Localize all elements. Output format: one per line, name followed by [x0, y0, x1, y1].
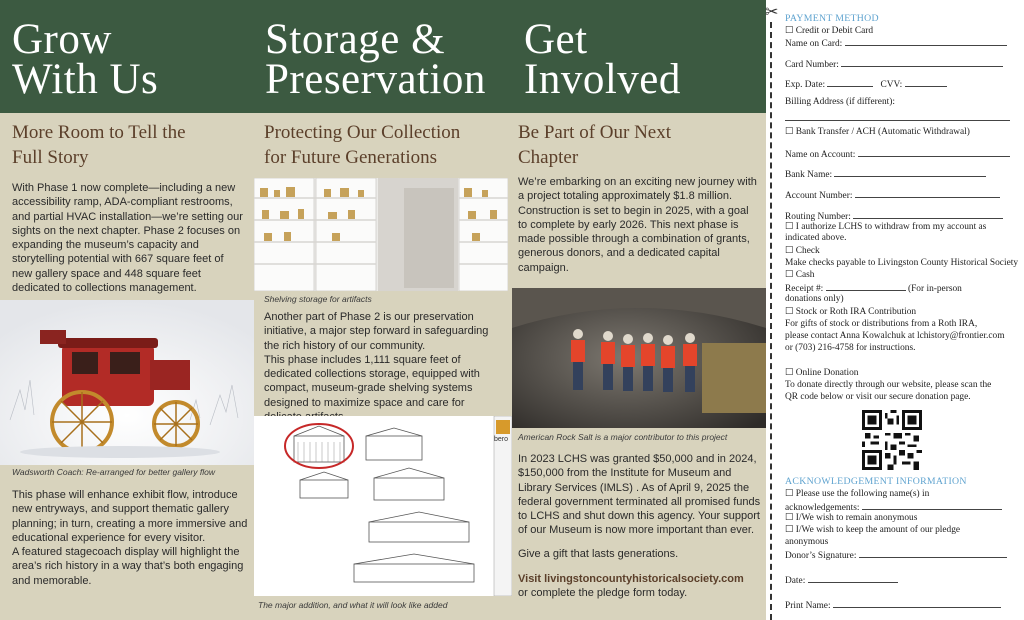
signature-field[interactable]: Donor’s Signature: [785, 549, 1007, 562]
online-desc-2: QR code below or visit our secure donation page. [785, 392, 971, 402]
ack-names-field[interactable]: acknowledgements: [785, 501, 1002, 514]
acknowledgement-title: ACKNOWLEDGEMENT INFORMATION [785, 476, 967, 487]
online-donation-checkbox[interactable]: ☐ Online Donation [785, 368, 859, 378]
routing-number-field[interactable]: Routing Number: [785, 210, 1003, 223]
col1-paragraph-1: With Phase 1 now complete—including a new accessibility ramp, ADA-compliant restrooms, and partial HVAC installation—we’re setting our sights on the next chapter. Phase 2 focuses on expanding the museum’s capacity and storytelling potential with 667 square feet of new gallery space and 448 square feet dedicated to collections management. [12, 182, 243, 295]
authorize-checkbox[interactable]: ☐ I authorize LCHS to withdraw from my account as [785, 222, 987, 232]
salt-mine-image [512, 288, 766, 428]
col3-paragraph-1: We’re embarking on an exciting new journey with a project totaling approximately $1.8 million. Construction is set to begin in 2025, with a goal to complete by early 2026. This next phase is made possible through a combination of grants, generous donors, and a dedicated capital campaign. [518, 176, 757, 274]
anonymous-checkbox[interactable]: ☐ I/We wish to remain anonymous [785, 513, 918, 523]
expiration-field[interactable]: Exp. Date: CVV: [785, 78, 947, 91]
col3-header-line1: Get [524, 16, 588, 63]
stagecoach-image [0, 300, 254, 465]
col2-header [265, 16, 486, 103]
col3-header [524, 16, 681, 103]
col2-caption-1: Shelving storage for artifacts [264, 294, 372, 304]
col1-header [12, 16, 159, 103]
cash-checkbox[interactable]: ☐ Cash [785, 270, 815, 280]
website-link[interactable]: Visit livingstoncountyhistoricalsociety.com [518, 573, 744, 585]
stock-desc-3: or (703) 216-4758 for instructions. [785, 343, 916, 353]
print-name-field[interactable]: Print Name: [785, 599, 1001, 612]
pledge-line: or complete the pledge form today. [518, 587, 688, 599]
ack-names-checkbox[interactable]: ☐ Please use the following name(s) in [785, 489, 930, 499]
date-field[interactable]: Date: [785, 574, 898, 587]
qr-code[interactable] [862, 410, 922, 470]
bank-transfer-checkbox[interactable]: ☐ Bank Transfer / ACH (Automatic Withdrawal) [785, 127, 970, 137]
name-on-account-field[interactable]: Name on Account: [785, 148, 1010, 161]
account-number-field[interactable]: Account Number: [785, 189, 1000, 202]
receipt-field[interactable]: Receipt #: (For in-person [785, 284, 962, 294]
billing-address-label: Billing Address (if different): [785, 97, 895, 107]
col3-header-line2: Involved [524, 56, 681, 103]
stock-desc-1: For gifts of stock or distributions from a Roth IRA, [785, 319, 978, 329]
col2-paragraph: Another part of Phase 2 is our preservation initiative, a major step forward in safeguarding the rich history of our community. This phase includes 1,111 square feet of dedicated collections storage, equipped with compact, museum-grade shelving systems designed to maximize space and care for [264, 311, 489, 409]
col1-header-line1: Grow [12, 16, 112, 63]
col1-paragraph-2: This phase will enhance exhibit flow, introduce new entryways, and support thematic gallery planning; in turn, creating a more immersive and educational experience for every visitor. A featured stagecoach display will highlight the area’s rich history in a way that’s both engaging and memorable. [12, 489, 248, 587]
name-on-card-field[interactable]: Name on Card: [785, 37, 1007, 50]
col3-paragraph-3: Give a gift that lasts generations. [518, 548, 679, 560]
col1-caption: Wadsworth Coach: Re-arranged for better gallery flow [12, 467, 215, 477]
online-desc-1: To donate directly through our website, please scan the [785, 380, 992, 390]
check-payable-text: Make checks payable to Livingston County Historical Society [785, 258, 1019, 268]
architectural-drawing [254, 416, 512, 596]
billing-address-field[interactable] [785, 112, 1010, 125]
credit-card-checkbox[interactable]: ☐ Credit or Debit Card [785, 26, 874, 36]
shelving-image [254, 178, 508, 291]
cut-line [770, 22, 772, 620]
col3-paragraph-2: In 2023 LCHS was granted $50,000 and in 2024, $150,000 from the Institute for Museum and Library Services (IMLS) . As of April 9, 2025 the federal government terminated all promised funds to LCHS and shut down this agency. Your support of our Museum is now more important than ever. [518, 453, 761, 537]
bank-name-field[interactable]: Bank Name: [785, 168, 986, 181]
col3-caption: American Rock Salt is a major contributor to this project [518, 432, 728, 442]
col1-subhead: More Room to Tell the Full Story [12, 122, 186, 168]
col2-header-line2: Preservation [265, 56, 486, 103]
in-person-text: donations only) [785, 294, 844, 304]
architect-logo: bero [494, 436, 509, 443]
col2-caption-2: The major addition, and what it will look like added [258, 600, 448, 610]
stock-desc-2: please contact Anna Kowalchuk at lchistory@frontier.com [785, 331, 1005, 341]
card-number-field[interactable]: Card Number: [785, 58, 1003, 71]
scissors-icon: ✂ [765, 4, 779, 21]
stock-checkbox[interactable]: ☐ Stock or Roth IRA Contribution [785, 307, 917, 317]
anonymous-amount-text: anonymous [785, 537, 829, 547]
check-checkbox[interactable]: ☐ Check [785, 246, 820, 256]
col1-header-line2: With Us [12, 56, 159, 103]
col2-header-line1: Storage & [265, 16, 446, 63]
col2-subhead: Protecting Our Collection for Future Generations [264, 122, 461, 168]
col3-subhead: Be Part of Our Next Chapter [518, 122, 672, 168]
anonymous-amount-checkbox[interactable]: ☐ I/We wish to keep the amount of our pledge [785, 525, 961, 535]
authorize-text: indicated above. [785, 233, 847, 243]
payment-method-title: PAYMENT METHOD [785, 13, 879, 24]
